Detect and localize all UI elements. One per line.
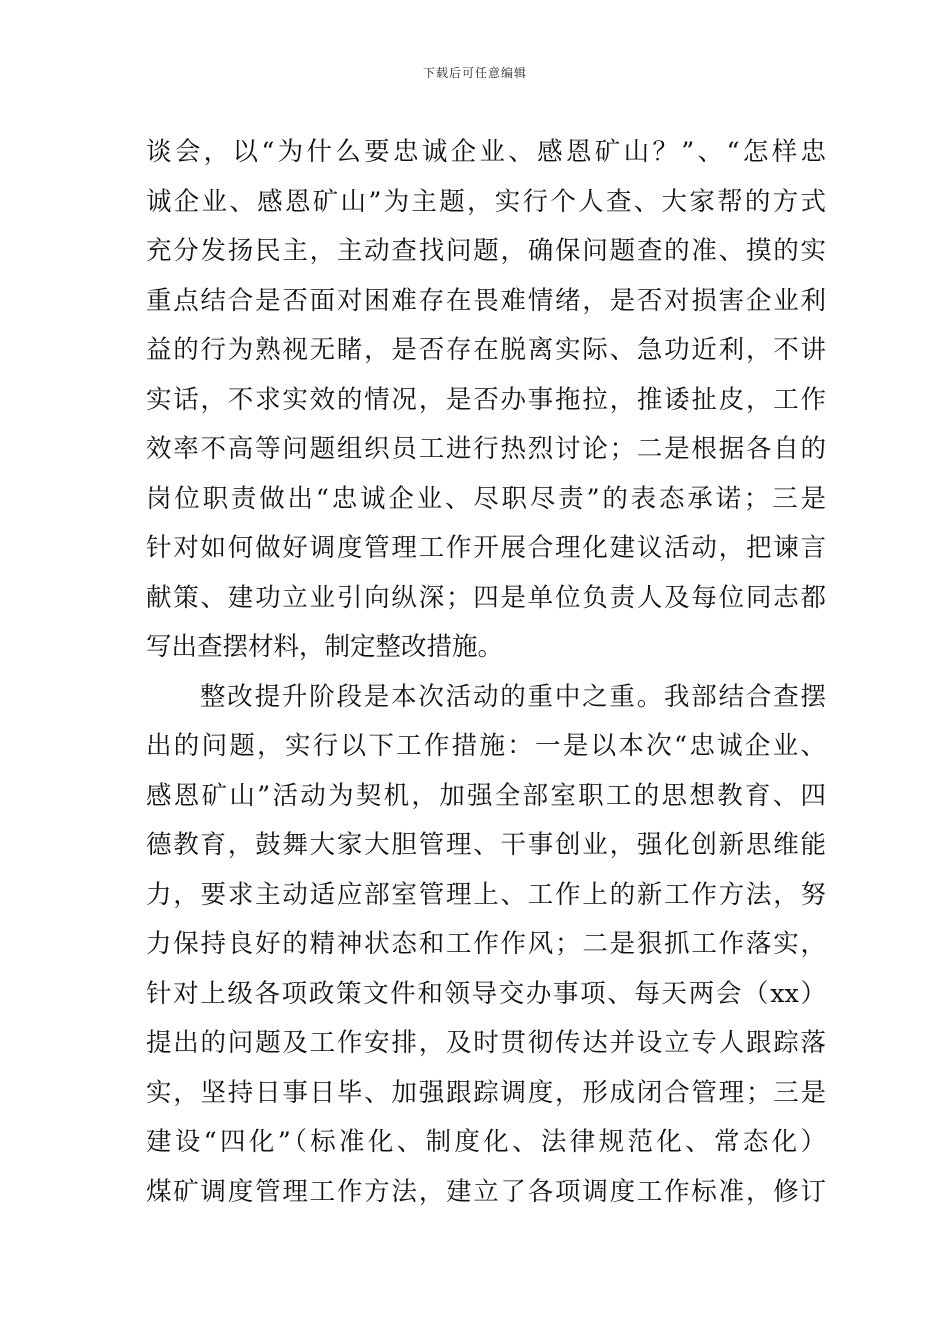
text-line-22: 煤矿调度管理工作方法，建立了各项调度工作标准，修订 (146, 1176, 826, 1207)
text-line-15: 德教育，鼓舞大家大胆管理、干事创业，强化创新思维能 (146, 830, 826, 860)
page-header-note: 下载后可任意编辑 (422, 66, 527, 80)
text-line-16: 力，要求主动适应部室管理上、工作上的新工作方法，努 (146, 879, 826, 910)
text-line-7: 效率不高等问题组织员工进行热烈讨论；二是根据各自的 (146, 434, 826, 464)
text-line-5: 益的行为熟视无睹，是否存在脱离实际、急功近利，不讲 (146, 335, 826, 365)
text-line-19: 提出的问题及工作安排，及时贯彻传达并设立专人跟踪落 (146, 1028, 826, 1058)
text-line-8: 岗位职责做出“忠诚企业、尽职尽责”的表态承诺；三是 (146, 483, 826, 514)
text-line-18: 针对上级各项政策文件和领导交办事项、每天两会（xx） (146, 978, 826, 1009)
text-line-1: 谈会，以“为什么要忠诚企业、感恩矿山？”、“怎样忠 (146, 137, 826, 167)
text-line-17: 力保持良好的精神状态和工作作风；二是狠抓工作落实， (146, 929, 826, 959)
text-line-21: 建设“四化”（标准化、制度化、法律规范化、常态化） (146, 1127, 826, 1157)
text-line-12: 整改提升阶段是本次活动的重中之重。我部结合查摆 (200, 681, 826, 712)
text-line-10: 献策、建功立业引向纵深；四是单位负责人及每位同志都 (146, 582, 826, 613)
text-line-3: 充分发扬民主，主动查找问题，确保问题查的准、摸的实 (146, 236, 826, 266)
text-line-13: 出的问题，实行以下工作措施：一是以本次“忠诚企业、 (146, 731, 826, 761)
text-line-14: 感恩矿山”活动为契机，加强全部室职工的思想教育、四 (146, 780, 826, 811)
text-line-6: 实话，不求实效的情况，是否办事拖拉，推诿扯皮，工作 (146, 384, 826, 415)
text-line-9: 针对如何做好调度管理工作开展合理化建议活动，把谏言 (146, 533, 826, 563)
text-line-2: 诚企业、感恩矿山”为主题，实行个人查、大家帮的方式 (146, 186, 826, 217)
document-body (146, 128, 826, 1217)
text-line-4: 重点结合是否面对困难存在畏难情绪，是否对损害企业利 (146, 285, 826, 316)
text-line-20: 实，坚持日事日毕、加强跟踪调度，形成闭合管理；三是 (146, 1077, 826, 1108)
text-line-11: 写出查摆材料，制定整改措施。 (146, 632, 504, 662)
